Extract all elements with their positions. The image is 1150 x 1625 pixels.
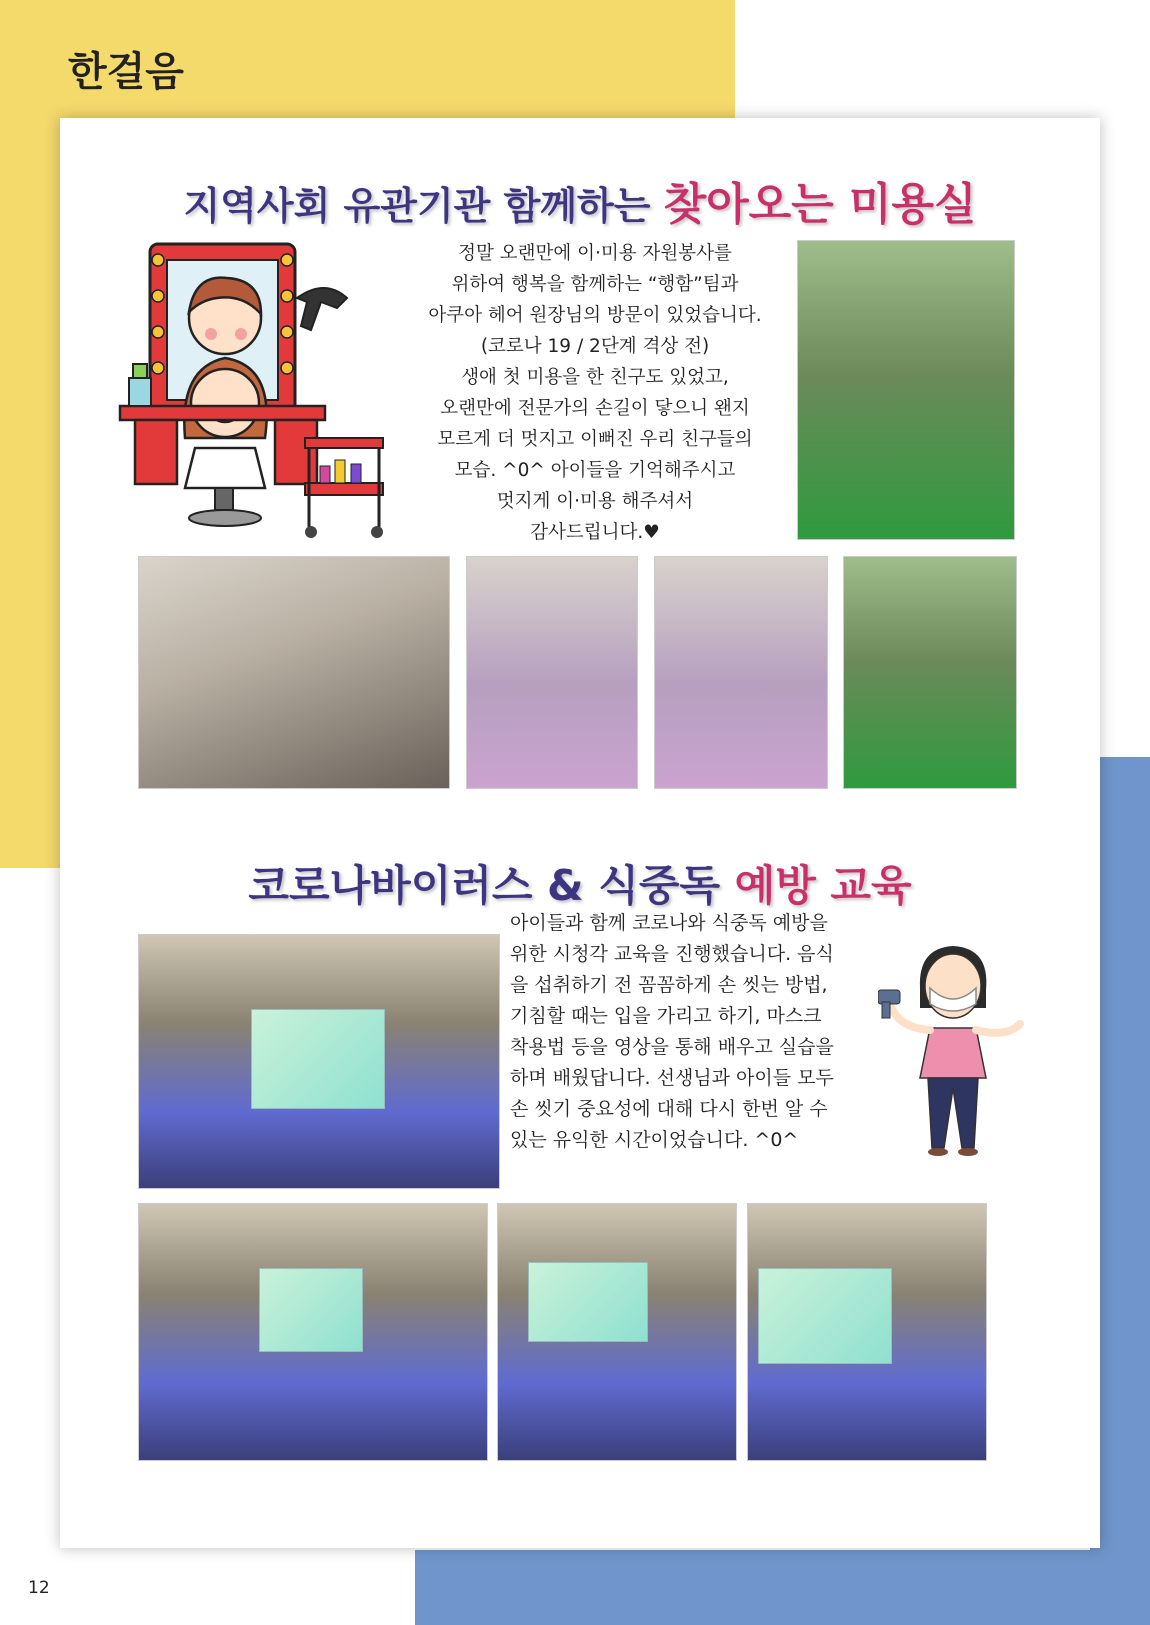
page-number: 12 (28, 1578, 50, 1598)
section-label: 한걸음 (68, 49, 184, 95)
article2-body-line: 을 섭취하기 전 꼼꼼하게 손 씻는 방법, (510, 974, 828, 996)
teacher-with-thermometer-illustration (878, 938, 1028, 1163)
article1-body-line: 멋지게 이·미용 해주셔서 (496, 491, 694, 512)
article2-body-line: 아이들과 함께 코로나와 식중독 예방을 (510, 912, 828, 934)
article2-body-line: 위한 시청각 교육을 진행했습니다. 음식 (510, 943, 834, 965)
article1-title-part1: 지역사회 유관기관 함께하는 (183, 184, 651, 228)
article1-body-line: 아쿠아 헤어 원장님의 방문이 있었습니다. (428, 305, 762, 326)
haircut-photo (466, 556, 638, 789)
projection-screen (259, 1268, 363, 1352)
education-classroom-photo-main (138, 934, 500, 1189)
article1-body-line: 모르게 더 멋지고 이뻐진 우리 친구들의 (437, 429, 753, 450)
article1-body-line: 정말 오랜만에 이·미용 자원봉사를 (458, 243, 732, 264)
haircut-photo (654, 556, 828, 789)
projection-screen (528, 1262, 648, 1342)
haircut-photo-main (797, 240, 1015, 540)
article1-body (405, 238, 785, 548)
hair-salon-illustration (115, 238, 405, 543)
article1-body-line: 위하여 행복을 함께하는 “행함”팀과 (451, 274, 739, 295)
article2-body-line: 착용법 등을 영상을 통해 배우고 실습을 (510, 1036, 834, 1058)
article1-body-line: (코로나 19 / 2단계 격상 전) (480, 336, 710, 357)
projection-screen (251, 1009, 385, 1109)
education-classroom-photo (497, 1203, 737, 1461)
projection-screen (758, 1268, 892, 1364)
article1-body-line: 감사드립니다.♥ (530, 522, 660, 543)
article1-title-part2: 찾아오는 미용실 (663, 179, 977, 230)
article2-body-line: 하며 배웠답니다. 선생님과 아이들 모두 (510, 1067, 834, 1089)
blue-background-bottom (415, 1550, 1150, 1625)
article2-title-part1: 코로나바이러스 & 식중독 (248, 861, 721, 910)
article2-body-line: 기침할 때는 입을 가리고 하기, 마스크 (510, 1005, 822, 1027)
haircut-photo (843, 556, 1017, 789)
article2-title (60, 853, 1100, 913)
article2-body-line: 손 씻기 중요성에 대해 다시 한번 알 수 (510, 1098, 828, 1120)
content-card (60, 118, 1100, 1548)
article2-title-part2: 예방 교육 (734, 861, 912, 910)
education-classroom-photo (747, 1203, 987, 1461)
salon-room-photo (138, 556, 450, 789)
article1-body-line: 오랜만에 전문가의 손길이 닿으니 왠지 (440, 398, 750, 419)
article1-body-line: 모습. ^0^ 아이들을 기억해주시고 (454, 460, 736, 481)
education-classroom-photo (138, 1203, 488, 1461)
article2-body-line: 있는 유익한 시간이었습니다. ^0^ (510, 1129, 799, 1151)
article1-body-line: 생애 첫 미용을 한 친구도 있었고, (461, 367, 729, 388)
article1-title (60, 168, 1100, 232)
article2-body (510, 908, 870, 1156)
